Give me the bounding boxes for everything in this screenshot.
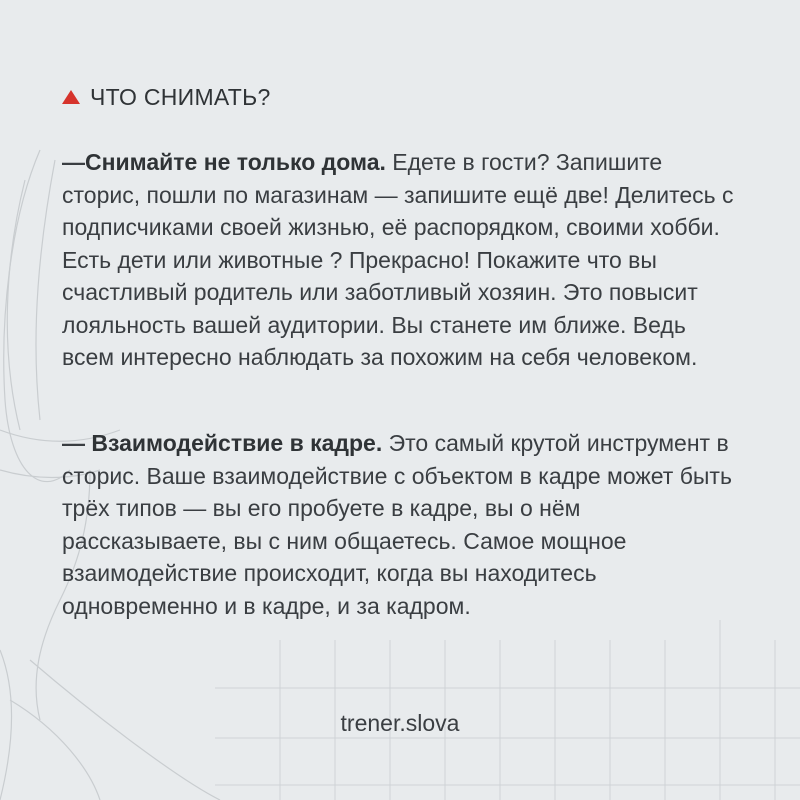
tip-body: Едете в гости? Запишите сторис, пошли по магазинам — запишите ещё две! Делитесь с подписчиками своей жизнью, её распорядком, своими хобби. Есть дети или животные ? Прекрасно! Покажите что вы счастливый родитель или заботливый хозяин. Это повысит лояльность вашей аудитории. Вы станете им ближе. Ведь всем интересно наблюдать за похожим на себя человеком. [62,149,734,370]
tip-paragraph-1 [62,146,742,374]
tip-title: Снимайте не только дома. [85,149,386,175]
account-handle: trener.slova [340,710,460,736]
heading-text: ЧТО СНИМАТЬ? [90,84,271,110]
dash-marker: — [62,430,92,456]
dash-marker: — [62,149,85,175]
section-heading [62,84,271,111]
tip-title: Взаимодействие в кадре. [91,430,383,456]
tip-body: Это самый крутой инструмент в сторис. Ваше взаимодействие с объектом в кадре может быть трёх типов — вы его пробуете в кадре, вы о нём рассказываете, вы с ним общаетесь. Самое мощное взаимодействие происходит, когда вы находитесь одновременно и в кадре, и за кадром. [62,430,732,619]
tip-paragraph-2 [62,427,742,622]
red-triangle-icon [62,90,80,104]
